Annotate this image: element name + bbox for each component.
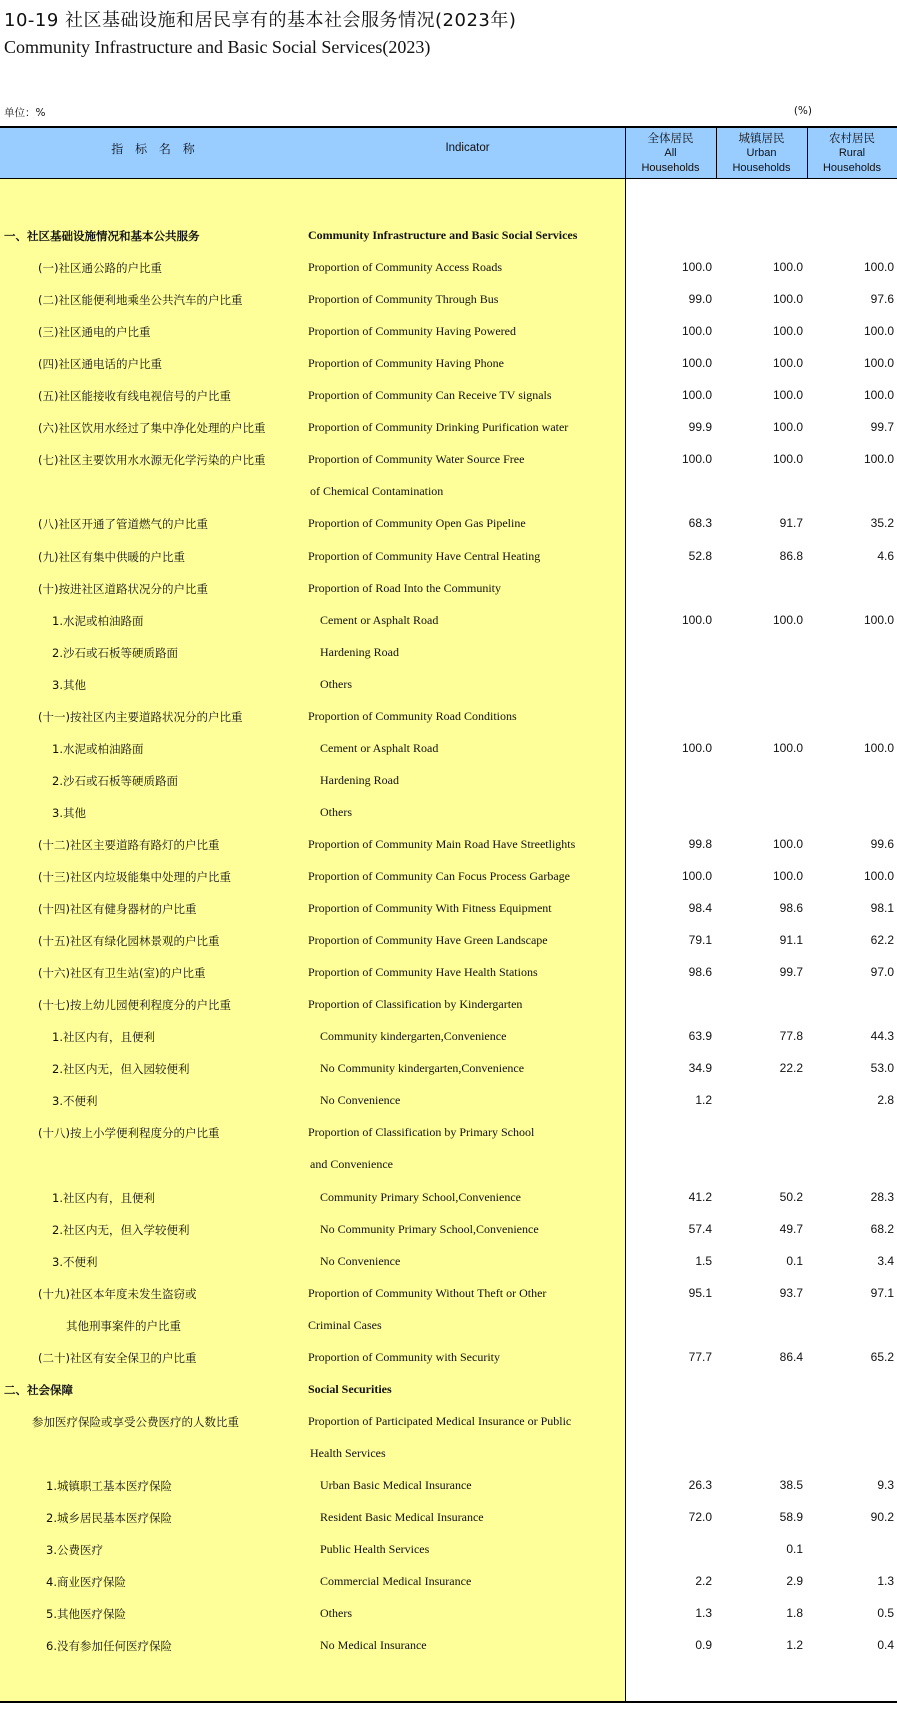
indicator-zh: (五)社区能接收有线电视信号的户比重: [38, 389, 231, 403]
table-row: [0, 541, 897, 573]
indicator-en: Proportion of Community Can Receive TV signals: [308, 388, 552, 402]
indicator-en: and Convenience: [310, 1157, 393, 1171]
table-row: [0, 637, 897, 669]
table-row: [0, 765, 897, 797]
value-all: 1.3: [695, 1606, 712, 1620]
indicator-zh: (三)社区通电的户比重: [38, 325, 151, 339]
indicator-zh: (十)按进社区道路状况分的户比重: [38, 582, 208, 596]
indicator-zh: 3.不便利: [52, 1094, 98, 1108]
indicator-zh: 参加医疗保险或享受公费医疗的人数比重: [32, 1415, 239, 1429]
indicator-zh: (六)社区饮用水经过了集中净化处理的户比重: [38, 421, 266, 435]
indicator-en: Proportion of Road Into the Community: [308, 581, 501, 595]
value-rural: 1.3: [877, 1574, 894, 1588]
value-all: 99.0: [688, 292, 712, 306]
table-row: [0, 252, 897, 284]
table-row: [0, 1310, 897, 1342]
indicator-zh: 3.其他: [52, 678, 86, 692]
value-urban: 2.9: [786, 1574, 803, 1588]
table-row: [0, 1149, 897, 1181]
indicator-en: Urban Basic Medical Insurance: [320, 1478, 472, 1492]
value-all: 41.2: [688, 1190, 712, 1204]
header-rural-zh: 农村居民: [829, 131, 875, 145]
value-urban: 86.4: [779, 1350, 803, 1364]
indicator-en: Others: [320, 805, 352, 819]
value-urban: 0.1: [786, 1254, 803, 1268]
value-all: 100.0: [681, 869, 712, 883]
table-row: [0, 733, 897, 765]
table-row: [0, 1566, 897, 1598]
value-urban: 91.7: [779, 516, 803, 530]
column-divider: [807, 128, 808, 179]
indicator-zh: (十九)社区本年度未发生盗窃或: [38, 1287, 197, 1301]
indicator-zh: 1.水泥或柏油路面: [52, 614, 144, 628]
indicator-zh: 其他刑事案件的户比重: [66, 1319, 181, 1333]
indicator-en: Proportion of Classification by Primary School: [308, 1125, 535, 1139]
value-rural: 44.3: [870, 1029, 894, 1043]
table-row: [0, 573, 897, 605]
indicator-en: Proportion of Community Access Roads: [308, 260, 502, 274]
indicator-en: Cement or Asphalt Road: [320, 741, 439, 755]
table-row: [0, 348, 897, 380]
indicator-en: Proportion of Community Having Phone: [308, 356, 504, 370]
header-urban-households: [716, 131, 807, 176]
value-all: 100.0: [681, 356, 712, 370]
indicator-en: Public Health Services: [320, 1542, 430, 1556]
value-rural: 68.2: [870, 1222, 894, 1236]
indicator-zh: (十四)社区有健身器材的户比重: [38, 902, 197, 916]
table-row: [0, 797, 897, 829]
value-all: 79.1: [688, 933, 712, 947]
value-urban: 91.1: [779, 933, 803, 947]
indicator-zh: 1.社区内有，且便利: [52, 1191, 155, 1205]
value-rural: 0.4: [877, 1638, 894, 1652]
value-all: 68.3: [688, 516, 712, 530]
value-rural: 35.2: [870, 516, 894, 530]
value-rural: 0.5: [877, 1606, 894, 1620]
indicator-en: of Chemical Contamination: [310, 484, 444, 498]
value-all: 34.9: [688, 1061, 712, 1075]
value-all: 1.2: [695, 1093, 712, 1107]
value-rural: 28.3: [870, 1190, 894, 1204]
table-row: [0, 925, 897, 957]
indicator-zh: (一)社区通公路的户比重: [38, 261, 162, 275]
value-rural: 97.1: [870, 1286, 894, 1300]
indicator-zh: (十三)社区内垃圾能集中处理的户比重: [38, 870, 231, 884]
indicator-en: Commercial Medical Insurance: [320, 1574, 472, 1588]
value-rural: 100.0: [863, 741, 894, 755]
value-rural: 90.2: [870, 1510, 894, 1524]
value-rural: 4.6: [877, 549, 894, 563]
indicator-en: Resident Basic Medical Insurance: [320, 1510, 484, 1524]
indicator-zh: 6.没有参加任何医疗保险: [46, 1639, 172, 1653]
value-urban: 100.0: [772, 869, 803, 883]
table-row: [0, 1246, 897, 1278]
indicator-en: No Medical Insurance: [320, 1638, 427, 1652]
indicator-zh: 2.社区内无，但入学较便利: [52, 1223, 190, 1237]
table-row: [0, 1117, 897, 1149]
indicator-en: Cement or Asphalt Road: [320, 613, 439, 627]
value-all: 98.4: [688, 901, 712, 915]
indicator-zh: 1.城镇职工基本医疗保险: [46, 1479, 172, 1493]
value-urban: 22.2: [779, 1061, 803, 1075]
value-all: 63.9: [688, 1029, 712, 1043]
indicator-zh: (十一)按社区内主要道路状况分的户比重: [38, 710, 243, 724]
indicator-en: No Convenience: [320, 1254, 401, 1268]
value-rural: 100.0: [863, 388, 894, 402]
table-bottom-rule: [0, 1701, 897, 1703]
table-row: [0, 1053, 897, 1085]
indicator-zh: 一、社区基础设施情况和基本公共服务: [4, 229, 200, 243]
value-rural: 100.0: [863, 869, 894, 883]
value-urban: 100.0: [772, 613, 803, 627]
indicator-zh: (二十)社区有安全保卫的户比重: [38, 1351, 197, 1365]
value-urban: 86.8: [779, 549, 803, 563]
table-row: [0, 1374, 897, 1406]
indicator-en: Others: [320, 677, 352, 691]
indicator-en: Hardening Road: [320, 645, 399, 659]
indicator-zh: 3.其他: [52, 806, 86, 820]
table-row: [0, 1502, 897, 1534]
table-row: [0, 893, 897, 925]
indicator-zh: (十六)社区有卫生站(室)的户比重: [38, 966, 206, 980]
table-row: [0, 669, 897, 701]
header-urban-en2: Households: [732, 162, 791, 174]
value-rural: 9.3: [877, 1478, 894, 1492]
value-urban: 98.6: [779, 901, 803, 915]
table-row: [0, 1406, 897, 1438]
indicator-en: Community kindergarten,Convenience: [320, 1029, 507, 1043]
indicator-en: Proportion of Community Main Road Have Streetlights: [308, 837, 576, 851]
value-urban: 1.2: [786, 1638, 803, 1652]
value-all: 2.2: [695, 1574, 712, 1588]
indicator-zh: 2.城乡居民基本医疗保险: [46, 1511, 172, 1525]
value-all: 99.8: [688, 837, 712, 851]
unit-label: 单位：%: [4, 107, 46, 119]
indicator-en: Proportion of Community Road Conditions: [308, 709, 517, 723]
value-urban: 50.2: [779, 1190, 803, 1204]
table-row: [0, 508, 897, 540]
table-row: [0, 989, 897, 1021]
indicator-en: Criminal Cases: [308, 1318, 382, 1332]
indicator-en: Proportion of Classification by Kindergarten: [308, 997, 523, 1011]
indicator-en: Proportion of Community Can Focus Process Garbage: [308, 869, 570, 883]
indicator-en: Proportion of Community Have Health Stations: [308, 965, 538, 979]
table-title-en: Community Infrastructure and Basic Social Services(2023): [4, 37, 431, 57]
table-row: [0, 605, 897, 637]
value-rural: 100.0: [863, 324, 894, 338]
value-rural: 62.2: [870, 933, 894, 947]
indicator-zh: 二、社会保障: [4, 1383, 73, 1397]
value-rural: 99.6: [870, 837, 894, 851]
indicator-zh: 3.不便利: [52, 1255, 98, 1269]
value-all: 26.3: [688, 1478, 712, 1492]
indicator-zh: (二)社区能便利地乘坐公共汽车的户比重: [38, 293, 243, 307]
table-row: [0, 1021, 897, 1053]
table-row: [0, 284, 897, 316]
indicator-zh: 2.沙石或石板等硬质路面: [52, 646, 178, 660]
header-all-households: [625, 131, 716, 176]
value-rural: 97.6: [870, 292, 894, 306]
value-urban: 93.7: [779, 1286, 803, 1300]
indicator-en: Proportion of Community Drinking Purification water: [308, 420, 569, 434]
value-urban: 100.0: [772, 356, 803, 370]
indicator-en: Proportion of Community Water Source Free: [308, 452, 525, 466]
indicator-zh: 5.其他医疗保险: [46, 1607, 126, 1621]
table-row: [0, 220, 897, 252]
indicator-zh: (九)社区有集中供暖的户比重: [38, 550, 185, 564]
value-all: 52.8: [688, 549, 712, 563]
value-all: 0.9: [695, 1638, 712, 1652]
indicator-zh: (十五)社区有绿化园林景观的户比重: [38, 934, 220, 948]
indicator-en: Proportion of Community With Fitness Equipment: [308, 901, 552, 915]
indicator-en: No Community kindergarten,Convenience: [320, 1061, 525, 1075]
value-all: 100.0: [681, 741, 712, 755]
value-all: 100.0: [681, 260, 712, 274]
value-all: 100.0: [681, 388, 712, 402]
value-all: 100.0: [681, 613, 712, 627]
value-urban: 100.0: [772, 741, 803, 755]
table-row: [0, 316, 897, 348]
value-urban: 1.8: [786, 1606, 803, 1620]
indicator-en: Proportion of Community Without Theft or Other: [308, 1286, 547, 1300]
table-row: [0, 444, 897, 476]
header-all-zh: 全体居民: [647, 131, 694, 145]
indicator-zh: 1.水泥或柏油路面: [52, 742, 144, 756]
indicator-zh: 2.沙石或石板等硬质路面: [52, 774, 178, 788]
value-urban: 0.1: [786, 1542, 803, 1556]
table-row: [0, 1085, 897, 1117]
table-row: [0, 1278, 897, 1310]
indicator-en: No Convenience: [320, 1093, 401, 1107]
value-urban: 100.0: [772, 837, 803, 851]
value-rural: 100.0: [863, 452, 894, 466]
value-urban: 100.0: [772, 420, 803, 434]
indicator-en: Hardening Road: [320, 773, 399, 787]
table-row: [0, 1182, 897, 1214]
header-rural-households: [807, 131, 897, 176]
value-all: 72.0: [688, 1510, 712, 1524]
indicator-zh: (四)社区通电话的户比重: [38, 357, 162, 371]
indicator-zh: 1.社区内有，且便利: [52, 1030, 155, 1044]
table-row: [0, 1534, 897, 1566]
value-urban: 100.0: [772, 292, 803, 306]
table-row: [0, 829, 897, 861]
value-rural: 2.8: [877, 1093, 894, 1107]
indicator-en: Health Services: [310, 1446, 386, 1460]
value-rural: 100.0: [863, 613, 894, 627]
value-rural: 100.0: [863, 260, 894, 274]
table-row: [0, 701, 897, 733]
value-all: 99.9: [688, 420, 712, 434]
value-urban: 38.5: [779, 1478, 803, 1492]
value-urban: 99.7: [779, 965, 803, 979]
value-all: 100.0: [681, 452, 712, 466]
indicator-zh: 2.社区内无，但入园较便利: [52, 1062, 190, 1076]
value-all: 57.4: [688, 1222, 712, 1236]
header-all-en1: All: [664, 147, 677, 159]
table-row: [0, 1630, 897, 1662]
indicator-en: Proportion of Community Having Powered: [308, 324, 516, 338]
indicator-en: Proportion of Community Through Bus: [308, 292, 499, 306]
value-rural: 53.0: [870, 1061, 894, 1075]
indicator-en: Proportion of Community Open Gas Pipeline: [308, 516, 526, 530]
value-urban: 100.0: [772, 260, 803, 274]
value-all: 100.0: [681, 324, 712, 338]
value-rural: 3.4: [877, 1254, 894, 1268]
header-indicator-zh: 指 标 名 称: [111, 142, 199, 156]
indicator-zh: (十七)按上幼儿园便利程度分的户比重: [38, 998, 231, 1012]
value-rural: 65.2: [870, 1350, 894, 1364]
indicator-zh: 4.商业医疗保险: [46, 1575, 126, 1589]
table-row: [0, 1598, 897, 1630]
table-row: [0, 1214, 897, 1246]
header-rural-en1: Rural: [838, 147, 866, 159]
column-divider: [716, 128, 717, 179]
value-all: 1.5: [695, 1254, 712, 1268]
data-table: [0, 126, 897, 1703]
value-all: 95.1: [688, 1286, 712, 1300]
table-row: [0, 380, 897, 412]
value-urban: 77.8: [779, 1029, 803, 1043]
table-header: [0, 128, 897, 179]
indicator-en: Community Infrastructure and Basic Social Services: [308, 228, 578, 242]
indicator-en: Proportion of Community Have Central Heating: [308, 549, 541, 563]
table-row: [0, 1470, 897, 1502]
value-urban: 100.0: [772, 324, 803, 338]
value-rural: 99.7: [870, 420, 894, 434]
value-urban: 49.7: [779, 1222, 803, 1236]
header-all-en2: Households: [641, 162, 700, 174]
indicator-zh: (八)社区开通了管道燃气的户比重: [38, 517, 208, 531]
indicator-en: Social Securities: [308, 1382, 392, 1396]
value-all: 77.7: [688, 1350, 712, 1364]
header-urban-en1: Urban: [746, 147, 777, 159]
indicator-en: Community Primary School,Convenience: [320, 1190, 521, 1204]
indicator-en: Proportion of Participated Medical Insurance or Public: [308, 1414, 572, 1428]
header-urban-zh: 城镇居民: [738, 131, 785, 145]
header-rural-en2: Households: [822, 162, 882, 174]
table-row: [0, 1342, 897, 1374]
table-row: [0, 861, 897, 893]
indicator-en: Proportion of Community with Security: [308, 1350, 500, 1364]
value-urban: 100.0: [772, 452, 803, 466]
indicator-zh: (十二)社区主要道路有路灯的户比重: [38, 838, 220, 852]
indicator-zh: (七)社区主要饮用水水源无化学污染的户比重: [38, 453, 266, 467]
value-urban: 100.0: [772, 388, 803, 402]
indicator-zh: (十八)按上小学便利程度分的户比重: [38, 1126, 220, 1140]
indicator-en: No Community Primary School,Convenience: [320, 1222, 539, 1236]
indicator-zh: 3.公费医疗: [46, 1543, 103, 1557]
table-row: [0, 412, 897, 444]
table-row: [0, 476, 897, 508]
indicator-en: Proportion of Community Have Green Landscape: [308, 933, 548, 947]
table-row: [0, 957, 897, 989]
unit-label-right: (%): [793, 105, 812, 117]
header-indicator-en: Indicator: [445, 142, 490, 154]
value-all: 98.6: [688, 965, 712, 979]
indicator-en: Others: [320, 1606, 352, 1620]
value-rural: 98.1: [870, 901, 894, 915]
value-rural: 97.0: [870, 965, 894, 979]
value-rural: 100.0: [863, 356, 894, 370]
value-urban: 58.9: [779, 1510, 803, 1524]
table-row: [0, 1438, 897, 1470]
table-title-zh: 10-19 社区基础设施和居民享有的基本社会服务情况(2023年): [4, 10, 517, 31]
